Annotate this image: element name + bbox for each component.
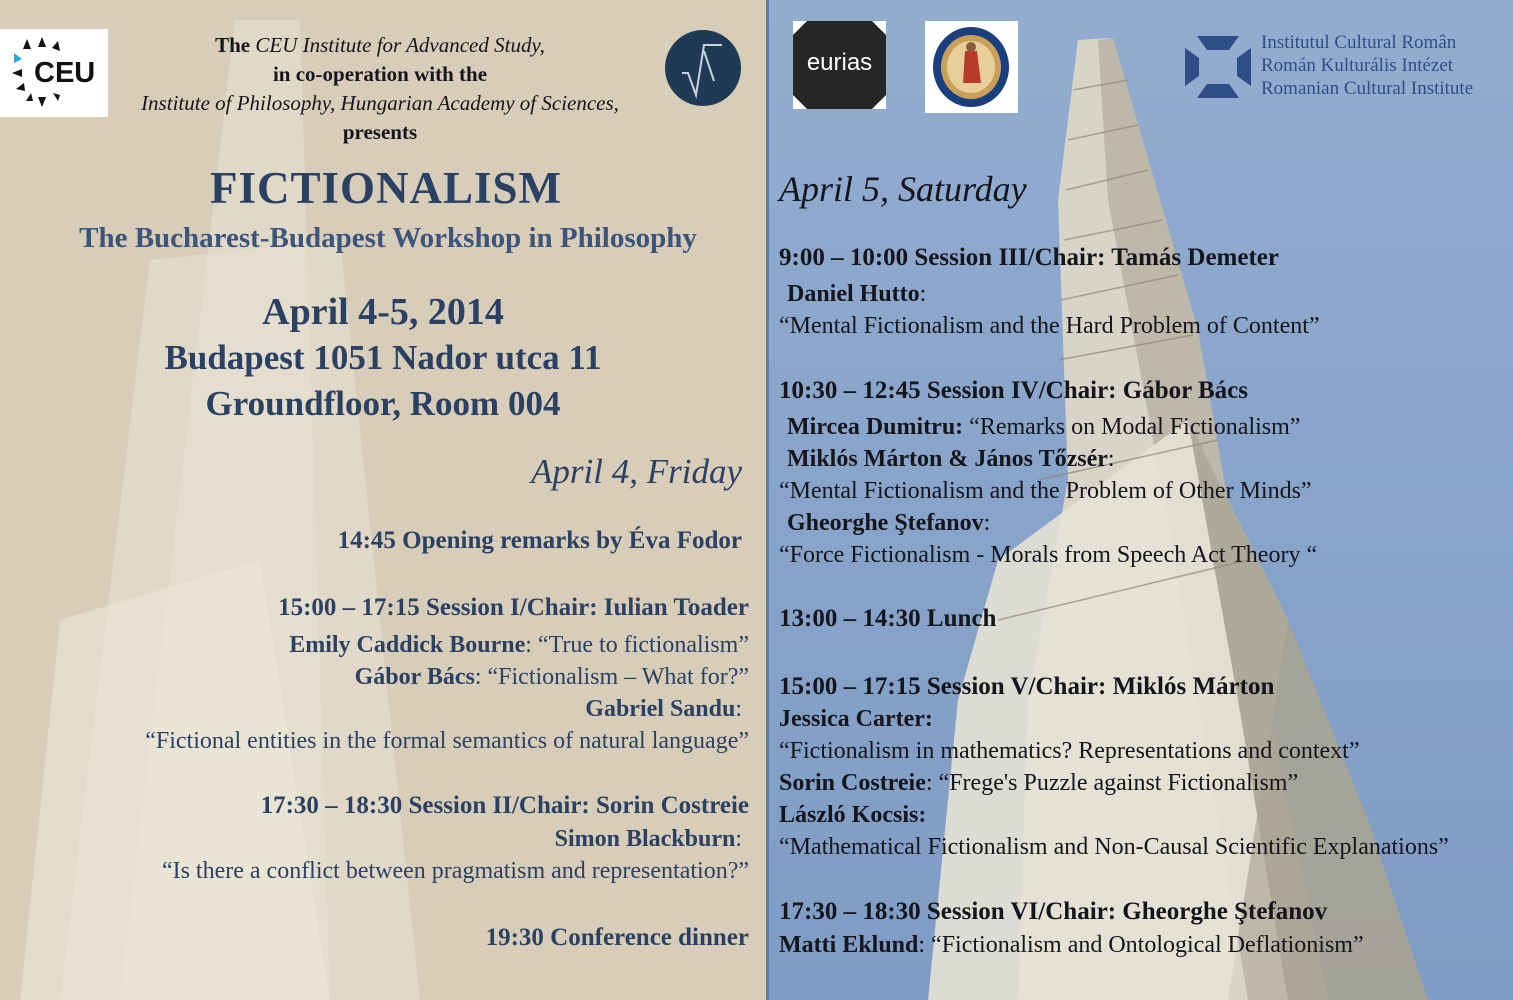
session5-talk2 [779, 770, 1298, 797]
speaker-name: Gábor Bács [354, 664, 475, 690]
session5-talk1-title: “Fictionalism in mathematics? Representations and context” [779, 738, 1360, 764]
session1-talk3-title: “Fictional entities in the formal semantics of natural language” [145, 728, 749, 754]
session6-heading: 17:30 – 18:30 Session VI/Chair: Gheorghe Ştefanov [779, 898, 1328, 925]
session4-talk2-speaker [787, 446, 1115, 473]
conference-dinner: 19:30 Conference dinner [485, 924, 749, 951]
session4-talk2-title: “Mental Fictionalism and the Problem of Other Minds” [779, 478, 1312, 504]
hungarian-academy-logo [925, 21, 1018, 113]
panel-divider [766, 0, 769, 1000]
colon: : [1107, 446, 1115, 472]
session5-heading: 15:00 – 17:15 Session V/Chair: Miklós Márton [779, 673, 1275, 700]
event-title: FICTIONALISM [209, 163, 563, 213]
header-ceu-ias: CEU Institute for Advanced Study, [255, 33, 545, 57]
speaker-name: Sorin Costreie [779, 770, 926, 796]
session2-heading: 17:30 – 18:30 Session II/Chair: Sorin Costreie [260, 792, 749, 819]
session1-talk1 [289, 632, 749, 659]
speaker-name: Matti Eklund [779, 932, 919, 958]
event-subtitle: The Bucharest-Budapest Workshop in Philosophy [79, 222, 697, 254]
colon: : [919, 281, 927, 307]
day2-heading: April 5, Saturday [779, 169, 1027, 209]
talk-title: : “Frege's Puzzle against Fictionalism” [925, 770, 1299, 796]
colon: : [983, 510, 991, 536]
session3-heading: 9:00 – 10:00 Session III/Chair: Tamás Demeter [779, 244, 1279, 271]
session4-talk3-title: “Force Fictionalism - Morals from Speech Act Theory “ [779, 542, 1318, 568]
speaker-name: Gheorghe Ştefanov [787, 510, 984, 536]
session4-heading: 10:30 – 12:45 Session IV/Chair: Gábor Bács [779, 377, 1249, 404]
speaker-name: Emily Caddick Bourne [289, 632, 526, 658]
session1-heading: 15:00 – 17:15 Session I/Chair: Iulian Toader [278, 594, 749, 621]
eurias-logo-text: eurias [806, 49, 873, 76]
talk-title: : “True to fictionalism” [525, 632, 749, 658]
rci-cross-icon [1185, 36, 1251, 98]
header-line4: presents [342, 120, 418, 144]
session2-talk1-title: “Is there a conflict between pragmatism and representation?” [161, 858, 749, 884]
session4-talk3-speaker [787, 510, 990, 537]
session3-talk1-speaker [787, 281, 926, 308]
rci-line-en: Romanian Cultural Institute [1261, 78, 1474, 99]
rci-line-ro: Institutul Cultural Român [1261, 32, 1457, 53]
session5-talk3-title: “Mathematical Fictionalism and Non-Causal Scientific Explanations” [779, 834, 1449, 860]
speaker-name: Daniel Hutto [787, 281, 920, 307]
session4-talk1 [787, 414, 1300, 441]
colon: : [735, 826, 742, 852]
session5-talk1-speaker: Jessica Carter: [779, 706, 933, 732]
header-line3: Institute of Philosophy, Hungarian Academy of Sciences, [141, 91, 619, 115]
session6-talk1 [779, 932, 1364, 959]
session2-talk1-speaker [555, 826, 742, 853]
speaker-name: Mircea Dumitru: [787, 414, 964, 440]
session1-talk3-speaker [585, 696, 742, 723]
rci-line-hu: Román Kulturális Intézet [1261, 55, 1454, 76]
talk-title: : “Fictionalism – What for?” [474, 664, 749, 690]
colon: : [735, 696, 742, 722]
speaker-name: Simon Blackburn [554, 826, 736, 852]
session1-talk2 [355, 664, 749, 691]
ceu-logo-text: CEU [34, 57, 96, 89]
talk-title: : “Fictionalism and Ontological Deflationism” [918, 932, 1364, 958]
event-address: Budapest 1051 Nador utca 11 [164, 338, 602, 377]
eurias-logo [793, 21, 886, 109]
event-room: Groundfloor, Room 004 [205, 384, 561, 423]
ceu-logo [0, 29, 108, 117]
session5-talk3-speaker: László Kocsis: [779, 802, 927, 828]
lunch-break: 13:00 – 14:30 Lunch [779, 605, 997, 632]
event-dates: April 4-5, 2014 [262, 291, 504, 333]
speaker-name: Gabriel Sandu [585, 696, 736, 722]
rci-logo-text [1261, 31, 1473, 100]
talk-title: “Remarks on Modal Fictionalism” [963, 414, 1301, 440]
academy-seal-icon [925, 21, 1018, 113]
day1-opening: 14:45 Opening remarks by Éva Fodor [337, 527, 742, 554]
header-the: The [215, 33, 251, 57]
session3-talk1-title: “Mental Fictionalism and the Hard Problem of Content” [779, 313, 1320, 339]
day1-heading: April 4, Friday [531, 452, 742, 491]
header-line1 [120, 33, 640, 58]
header-line2: in co-operation with the [272, 62, 488, 86]
speaker-name: Miklós Márton & János Tőzsér [787, 446, 1108, 472]
sqrt-logo-icon [664, 29, 742, 107]
